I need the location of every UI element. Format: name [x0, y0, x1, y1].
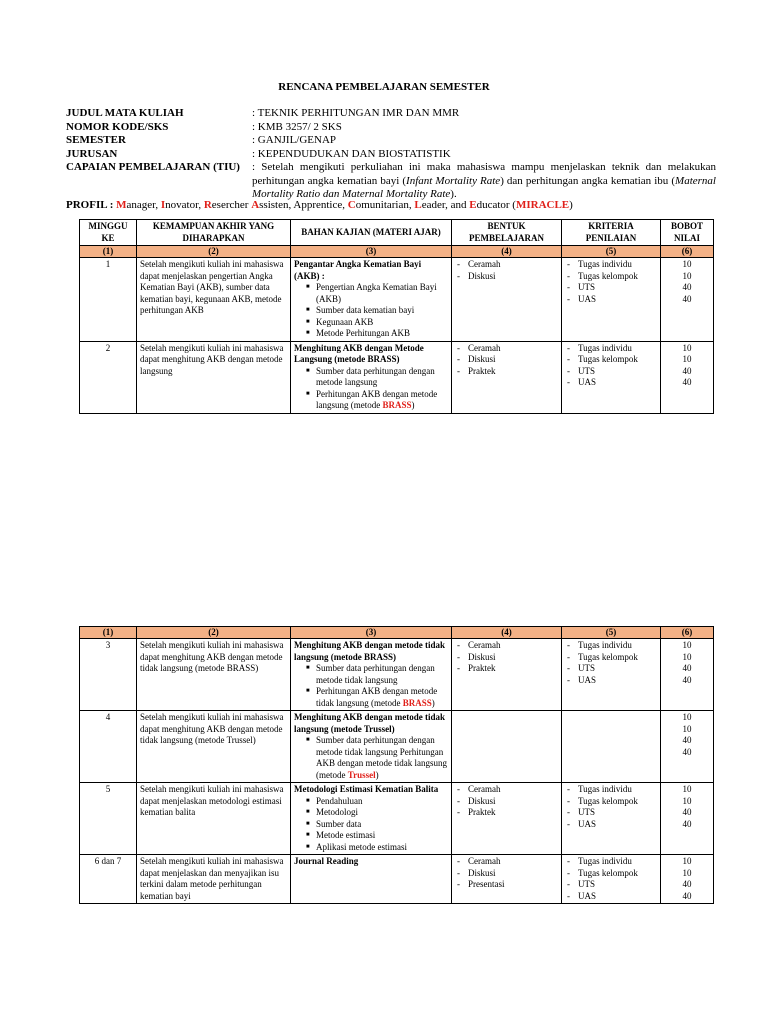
bentuk-cell — [452, 711, 562, 783]
kriteria-item: - Tugas individu — [565, 784, 657, 796]
profil-line: PROFIL : Manager, Inovator, Resercher Assisten, Apprentice, Comunitarian, Leader, and Educator (MIRACLE) — [66, 199, 573, 211]
bentuk-item: - Ceramah — [455, 856, 558, 868]
header-cell: BENTUK PEMBELAJARAN — [452, 220, 562, 246]
kriteria-list — [565, 343, 657, 389]
info-row — [66, 121, 716, 135]
bahan-title: Menghitung AKB dengan metode tidak langsung (metode BRASS) — [294, 640, 446, 662]
bobot-cell — [661, 341, 714, 413]
kriteria-item: - UAS — [565, 377, 657, 389]
bentuk-item: - Praktek — [455, 807, 558, 819]
capaian-row — [66, 161, 716, 202]
kriteria-list — [565, 784, 657, 830]
kriteria-item: - Tugas kelompok — [565, 652, 657, 664]
bobot-cell — [661, 855, 714, 904]
bahan-title: Metodologi Estimasi Kematian Balita — [294, 784, 439, 794]
kriteria-cell — [562, 855, 661, 904]
bobot-cell — [661, 258, 714, 342]
info-key: JURUSAN — [66, 147, 118, 160]
column-number: (2) — [137, 246, 291, 258]
info-key: NOMOR KODE/SKS — [66, 120, 169, 133]
week-cell: 3 — [80, 639, 137, 711]
column-number: (6) — [661, 246, 714, 258]
profil-initial: R — [203, 199, 212, 211]
bahan-item: ■ Metode Perhitungan AKB — [306, 328, 448, 340]
kemampuan-cell: Setelah mengikuti kuliah ini mahasiswa dapat menghitung AKB dengan metode tidak langsung (metode Trussel) — [137, 711, 291, 783]
bentuk-item: - Diskusi — [455, 796, 558, 808]
profil-initial: C — [347, 199, 356, 211]
kemampuan-cell: Setelah mengikuti kuliah ini mahasiswa dapat menjelaskan pengertian Angka Kematian Bayi (AKB), sumber data kematian bayi, kegunaan AKB, metode perhitungan AKB — [137, 258, 291, 342]
bobot-value: 40 — [682, 377, 692, 387]
bahan-cell — [291, 258, 452, 342]
info-row — [66, 148, 716, 162]
capaian-key: CAPAIAN PEMBELAJARAN (TIU) — [66, 161, 240, 173]
course-info — [66, 107, 716, 202]
bobot-value: 10 — [682, 270, 692, 281]
bentuk-item: - Ceramah — [455, 343, 558, 355]
bentuk-item: - Diskusi — [455, 271, 558, 283]
bobot-value: 10 — [682, 259, 692, 269]
week-cell: 6 dan 7 — [80, 855, 137, 904]
bahan-item: ■ Pendahuluan — [306, 796, 448, 808]
bobot-value: 10 — [682, 856, 692, 866]
bentuk-cell — [452, 639, 562, 711]
info-value: : TEKNIK PERHITUNGAN IMR DAN MMR — [252, 107, 460, 119]
week-cell: 2 — [80, 341, 137, 413]
column-number: (1) — [80, 627, 137, 639]
column-number-row — [80, 627, 714, 639]
column-number: (4) — [452, 627, 562, 639]
profil-initial: M — [116, 199, 127, 211]
kemampuan-cell: Setelah mengikuti kuliah ini mahasiswa dapat menghitung AKB dengan metode langsung — [137, 341, 291, 413]
kriteria-item: - UTS — [565, 282, 657, 294]
info-row — [66, 107, 716, 121]
bahan-title: Journal Reading — [294, 856, 359, 866]
column-number: (3) — [291, 246, 452, 258]
bobot-value: 10 — [682, 795, 692, 806]
bobot-value: 10 — [682, 342, 692, 353]
info-value: : GANJIL/GENAP — [252, 134, 337, 146]
table-row — [80, 855, 714, 904]
bobot-value: 40 — [682, 735, 692, 745]
bobot-value: 40 — [682, 663, 692, 673]
bahan-item: ■ Sumber data perhitungan dengan metode tidak langsung — [306, 663, 448, 686]
bobot-value: 10 — [682, 651, 692, 662]
kriteria-list — [565, 640, 657, 686]
bentuk-list — [455, 640, 558, 675]
bentuk-list — [455, 784, 558, 819]
bahan-item: ■ Perhitungan AKB dengan metode tidak langsung (metode BRASS) — [306, 686, 448, 709]
kriteria-cell — [562, 639, 661, 711]
bobot-value: 40 — [682, 293, 692, 304]
bobot-value: 40 — [682, 746, 692, 757]
bobot-value: 10 — [682, 723, 692, 734]
bentuk-item: - Presentasi — [455, 879, 558, 891]
column-number: (1) — [80, 246, 137, 258]
kriteria-cell — [562, 711, 661, 783]
bobot-value: 40 — [682, 879, 692, 889]
bentuk-cell — [452, 855, 562, 904]
header-cell: MINGGU KE — [80, 220, 137, 246]
kemampuan-cell: Setelah mengikuti kuliah ini mahasiswa dapat menjelaskan dan menyajikan isu terkini dalam metode perhitungan kematian bayi — [137, 855, 291, 904]
bahan-list — [294, 282, 448, 340]
kriteria-item: - Tugas individu — [565, 640, 657, 652]
bobot-cell — [661, 783, 714, 855]
kriteria-cell — [562, 258, 661, 342]
header-cell: BAHAN KAJIAN (MATERI AJAR) — [291, 220, 452, 246]
kriteria-item: - Tugas kelompok — [565, 868, 657, 880]
bentuk-item: - Diskusi — [455, 868, 558, 880]
header-cell: KEMAMPUAN AKHIR YANG DIHARAPKAN — [137, 220, 291, 246]
bentuk-item: - Diskusi — [455, 652, 558, 664]
kriteria-item: - UTS — [565, 879, 657, 891]
bentuk-item: - Diskusi — [455, 354, 558, 366]
bentuk-cell — [452, 783, 562, 855]
bahan-title: Menghitung AKB dengan metode tidak langsung (metode Trussel) — [294, 712, 446, 734]
bentuk-item: - Praktek — [455, 663, 558, 675]
rps-table-2 — [79, 626, 714, 904]
bahan-list — [294, 366, 448, 412]
column-number: (3) — [291, 627, 452, 639]
bahan-item: ■ Sumber data — [306, 819, 448, 831]
kriteria-list — [565, 259, 657, 305]
rps-table-1 — [79, 219, 714, 414]
info-value: : KEPENDUDUKAN DAN BIOSTATISTIK — [252, 147, 451, 160]
week-cell: 1 — [80, 258, 137, 342]
bahan-item: ■ Metodologi — [306, 807, 448, 819]
bobot-value: 40 — [682, 818, 692, 829]
kriteria-item: - Tugas kelompok — [565, 796, 657, 808]
header-row — [80, 220, 714, 246]
bobot-value: 40 — [682, 365, 692, 376]
column-number-row — [80, 246, 714, 258]
page-title: RENCANA PEMBELAJARAN SEMESTER — [278, 81, 490, 93]
profil-initial: A — [251, 199, 260, 211]
header-cell: BOBOT NILAI — [661, 220, 714, 246]
bahan-title: Menghitung AKB dengan Metode Langsung (metode BRASS) — [294, 342, 424, 364]
info-key: JUDUL MATA KULIAH — [66, 107, 184, 119]
table-row — [80, 711, 714, 783]
column-number: (4) — [452, 246, 562, 258]
kriteria-item: - UAS — [565, 891, 657, 903]
bahan-method: Trussel — [347, 769, 376, 780]
table-row — [80, 639, 714, 711]
info-value: : KMB 3257/ 2 SKS — [252, 120, 342, 133]
kriteria-item: - Tugas individu — [565, 343, 657, 355]
bobot-value: 10 — [682, 784, 692, 794]
kriteria-item: - UTS — [565, 366, 657, 378]
profil-initial: I — [160, 199, 166, 211]
bahan-item: ■ Pengertian Angka Kematian Bayi (AKB) — [306, 282, 448, 305]
bentuk-list — [455, 259, 558, 282]
bobot-cell — [661, 711, 714, 783]
bahan-item: ■ Kegunaan AKB — [306, 317, 448, 329]
capaian-value: : Setelah mengikuti perkuliahan ini maka mahasiswa mampu menjelaskan teknik dan melakukan perhitungan angka kematian bayi (Infant Mortality Rate) dan perhitungan angka kematian ibu (Maternal Mortality Ratio dan Maternal Mortality Rate). — [252, 161, 716, 200]
kriteria-item: - UAS — [565, 819, 657, 831]
column-number: (5) — [562, 246, 661, 258]
kriteria-item: - Tugas kelompok — [565, 354, 657, 366]
bobot-value: 40 — [682, 282, 692, 292]
kemampuan-cell: Setelah mengikuti kuliah ini mahasiswa dapat menjelaskan metodologi estimasi kematian balita — [137, 783, 291, 855]
kriteria-cell — [562, 341, 661, 413]
bobot-value: 40 — [682, 674, 692, 685]
table-row — [80, 341, 714, 413]
bahan-item: ■ Sumber data perhitungan dengan metode langsung — [306, 366, 448, 389]
kriteria-item: - Tugas individu — [565, 856, 657, 868]
bentuk-item: - Ceramah — [455, 784, 558, 796]
bahan-cell — [291, 711, 452, 783]
kriteria-item: - Tugas kelompok — [565, 271, 657, 283]
table-row — [80, 258, 714, 342]
column-number: (2) — [137, 627, 291, 639]
week-cell: 5 — [80, 783, 137, 855]
week-cell: 4 — [80, 711, 137, 783]
kriteria-list — [565, 856, 657, 902]
bentuk-item: - Praktek — [455, 366, 558, 378]
bobot-value: 40 — [682, 890, 692, 901]
column-number: (6) — [661, 627, 714, 639]
bahan-method: BRASS — [402, 697, 432, 708]
profil-initial: L — [414, 199, 422, 211]
bentuk-item: - Ceramah — [455, 259, 558, 271]
header-cell: KRITERIA PENILAIAN — [562, 220, 661, 246]
bahan-item: ■ Sumber data perhitungan dengan metode tidak langsung Perhitungan AKB dengan metode tidak langsung (metode Trussel) — [306, 735, 448, 781]
bentuk-cell — [452, 341, 562, 413]
bahan-list — [294, 663, 448, 709]
bahan-item: ■ Metode estimasi — [306, 830, 448, 842]
kriteria-item: - UTS — [565, 663, 657, 675]
bahan-item: ■ Aplikasi metode estimasi — [306, 842, 448, 854]
bentuk-item: - Ceramah — [455, 640, 558, 652]
bahan-list — [294, 796, 448, 854]
info-key: SEMESTER — [66, 134, 126, 146]
bobot-cell — [661, 639, 714, 711]
bahan-cell — [291, 783, 452, 855]
bobot-value: 10 — [682, 712, 692, 722]
profil-initial: E — [469, 199, 477, 211]
kriteria-item: - UAS — [565, 294, 657, 306]
bentuk-list — [455, 856, 558, 891]
table-row — [80, 783, 714, 855]
bahan-cell — [291, 855, 452, 904]
bobot-value: 40 — [682, 807, 692, 817]
bobot-value: 10 — [682, 867, 692, 878]
kriteria-cell — [562, 783, 661, 855]
bobot-value: 10 — [682, 640, 692, 650]
bahan-title: Pengantar Angka Kematian Bayi (AKB) : — [294, 259, 422, 281]
kriteria-item: - UAS — [565, 675, 657, 687]
bahan-item: ■ Perhitungan AKB dengan metode langsung (metode BRASS) — [306, 389, 448, 412]
kriteria-item: - UTS — [565, 807, 657, 819]
info-row — [66, 134, 716, 148]
kemampuan-cell: Setelah mengikuti kuliah ini mahasiswa dapat menghitung AKB dengan metode tidak langsung (metode BRASS) — [137, 639, 291, 711]
kriteria-item: - Tugas individu — [565, 259, 657, 271]
bahan-item: ■ Sumber data kematian bayi — [306, 305, 448, 317]
bahan-cell — [291, 341, 452, 413]
bahan-list — [294, 735, 448, 781]
column-number: (5) — [562, 627, 661, 639]
bentuk-cell — [452, 258, 562, 342]
bahan-method: BRASS — [382, 400, 412, 410]
bobot-value: 10 — [682, 354, 692, 364]
bentuk-list — [455, 343, 558, 378]
bahan-cell — [291, 639, 452, 711]
